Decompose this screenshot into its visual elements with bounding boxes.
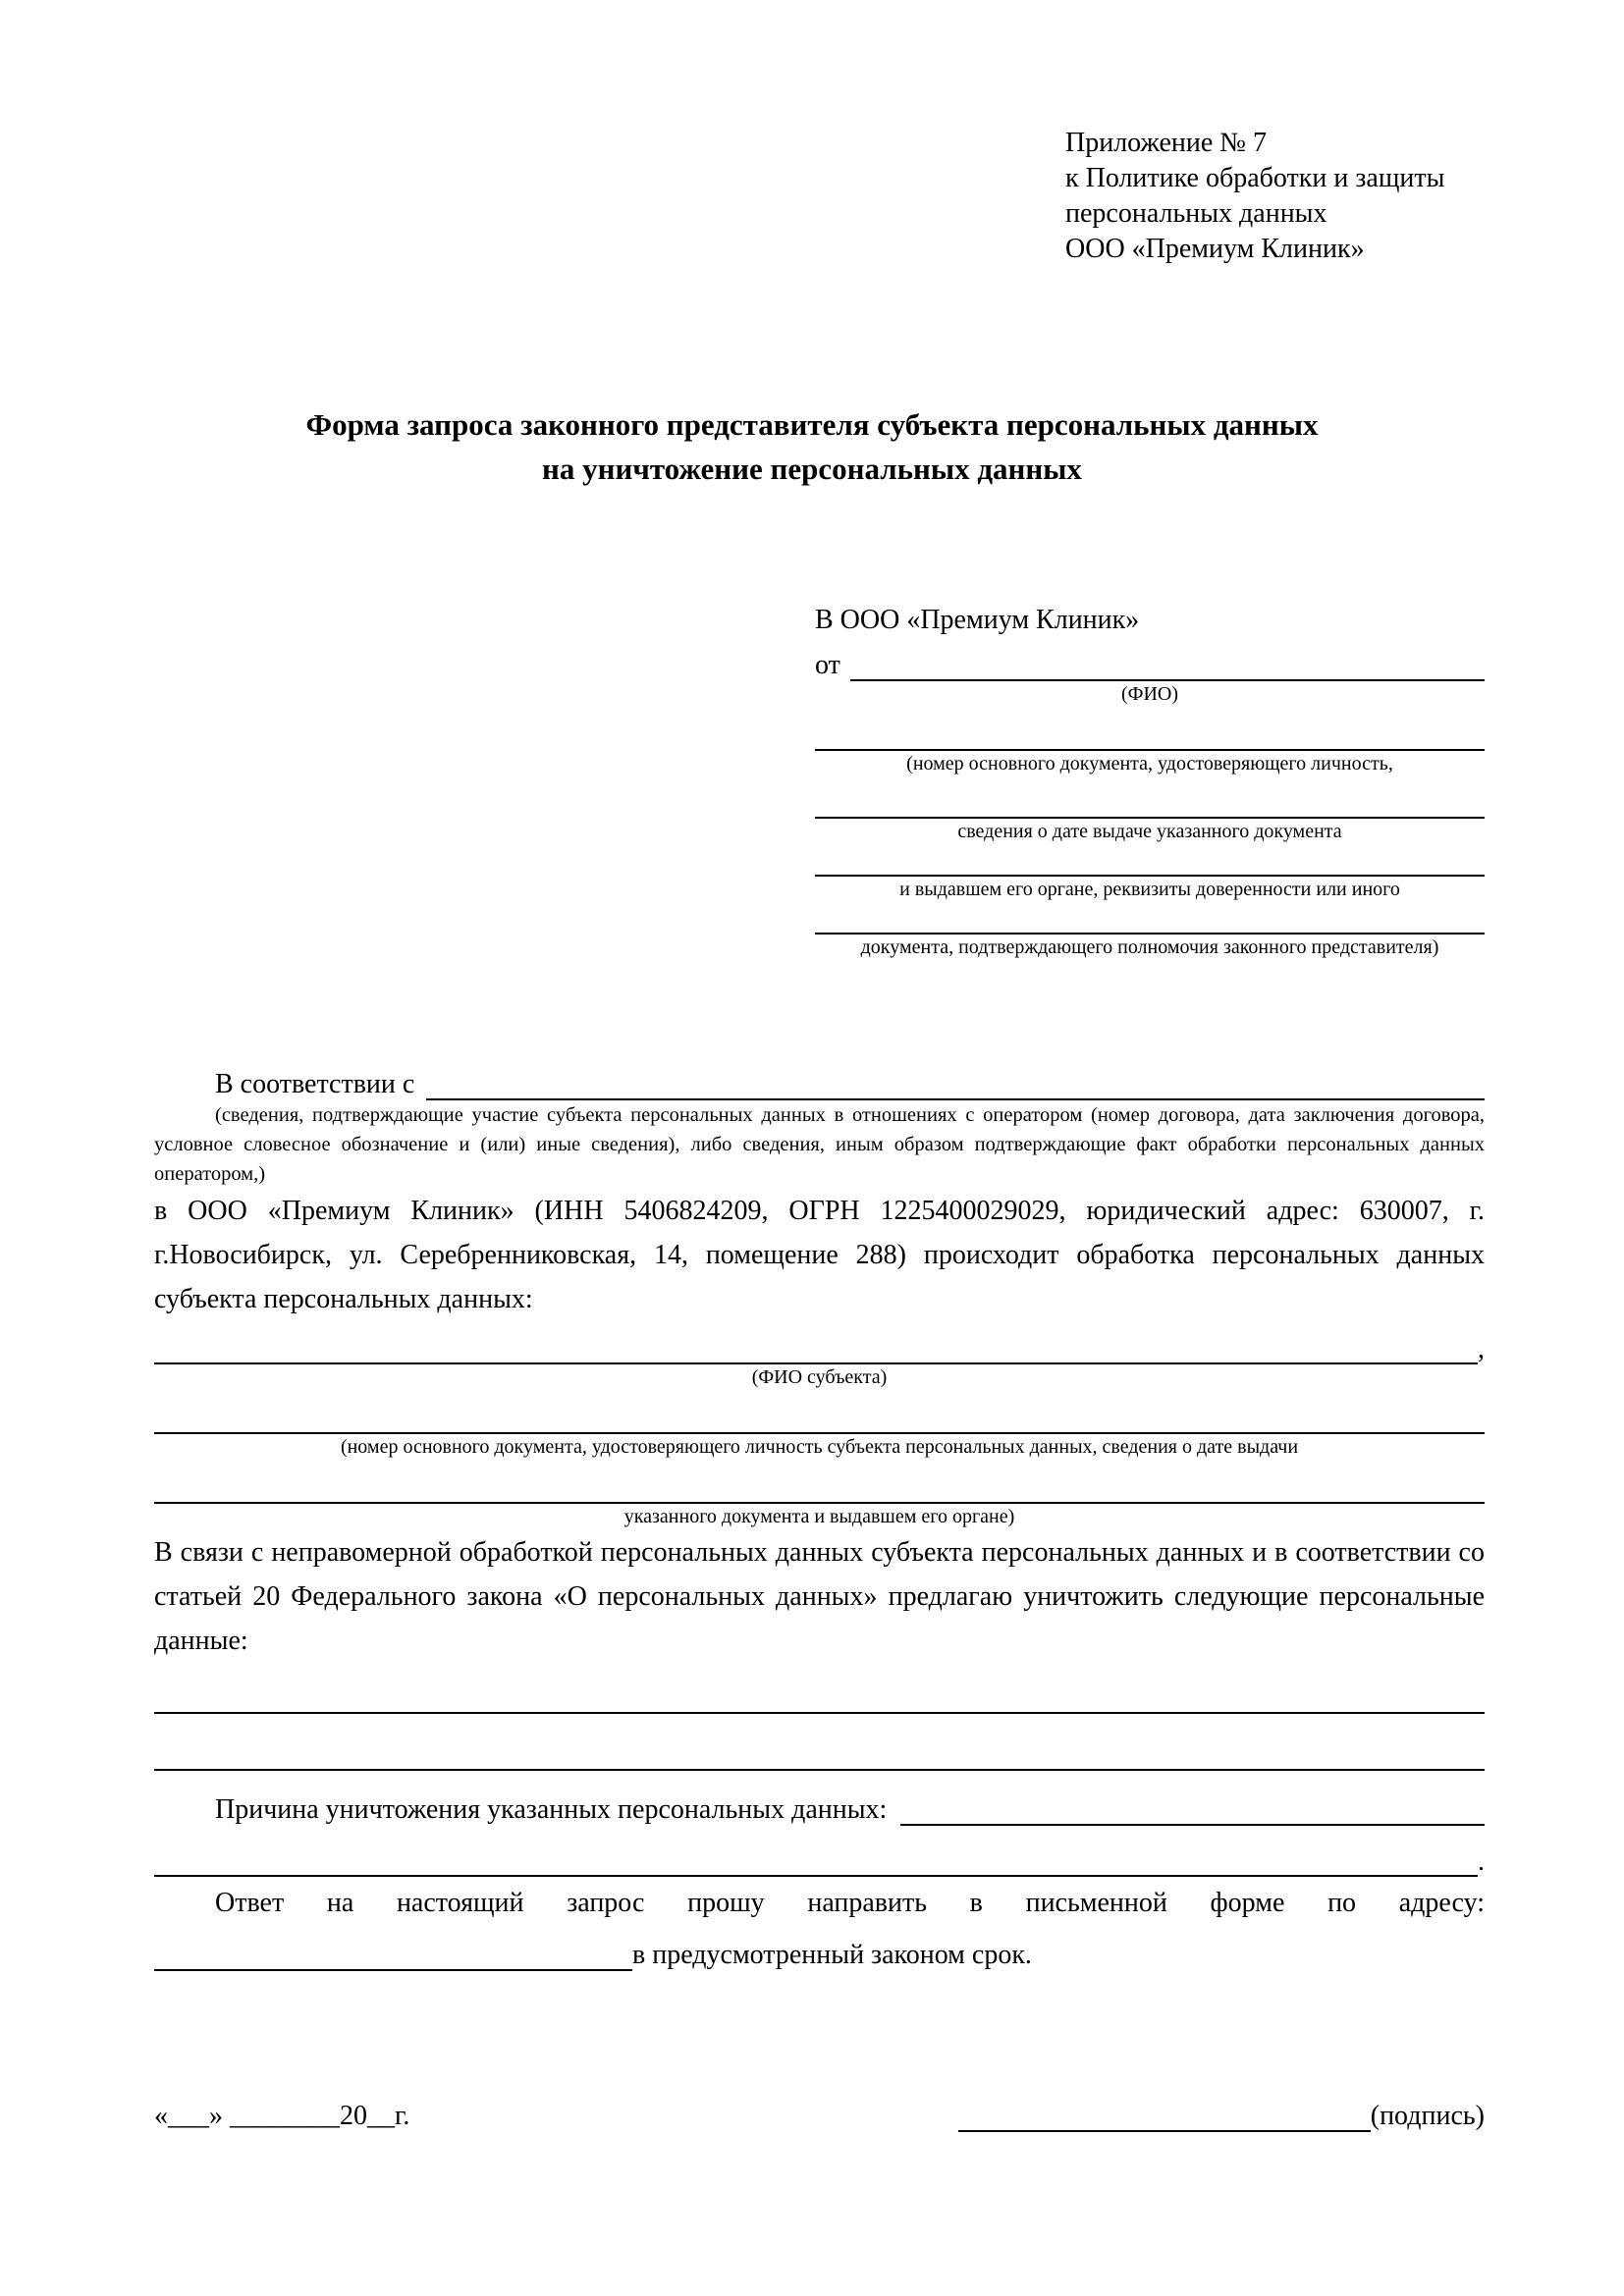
signature-caption: (подпись) — [1370, 2101, 1485, 2131]
date-blank: «___» ________20__г. — [154, 2101, 410, 2131]
period-after-line: . — [1478, 1846, 1485, 1877]
appendix-line: ООО «Премиум Клиник» — [1065, 234, 1365, 264]
response-request-paragraph: Ответ на настоящий запрос прошу направить в письменной форме по адресу: — [215, 1888, 1485, 1918]
destruction-reason-field-line-2 — [154, 1875, 1478, 1877]
signature-field-line — [958, 2130, 1371, 2132]
field-caption: и выдавшем его органе, реквизиты доверенности или иного — [899, 879, 1400, 900]
appendix-line: персональных данных — [1065, 198, 1327, 229]
subject-document-caption-2: указанного документа и выдавшем его органе) — [623, 1506, 1015, 1527]
appendix-line: Приложение № 7 — [1065, 128, 1267, 158]
destruction-reason-field-line — [900, 1824, 1485, 1826]
in-accordance-label: В соответствии с — [215, 1069, 415, 1099]
document-title-line: на уничтожение персональных данных — [542, 452, 1082, 486]
fio-caption: (ФИО) — [1120, 683, 1178, 705]
response-tail-text: в предусмотренный законом срок. — [632, 1940, 1032, 1970]
document-issue-date-field-line — [815, 777, 1485, 819]
footer-row — [154, 2101, 1485, 2132]
subject-fio-caption: (ФИО субъекта) — [751, 1366, 888, 1388]
in-accordance-row — [154, 1055, 1485, 1100]
authority-document-field-line — [815, 903, 1485, 934]
subject-fio-row — [154, 1321, 1485, 1364]
document-body — [154, 1055, 1485, 1971]
data-to-destroy-field-line-2 — [154, 1714, 1485, 1771]
response-address-row — [154, 1926, 1485, 1971]
signature-group — [958, 2101, 1485, 2132]
destruction-reason-row — [154, 1781, 1485, 1826]
from-label: от — [815, 650, 840, 680]
accordance-caption: (сведения, подтверждающие участие субъекта персональных данных в отношениях с оператором (номер договора, дата заключения договора, условное словесное обозначение и (или) иные сведения), либо сведения, иным образом подтверждающие факт обработки персональных данных оператором,) — [154, 1104, 1485, 1185]
data-to-destroy-field-line-1 — [154, 1663, 1485, 1714]
comma-after-line: , — [1478, 1334, 1485, 1364]
subject-document-field-line — [154, 1391, 1485, 1434]
appendix-line: к Политике обработки и защиты — [1065, 163, 1445, 193]
field-caption: (номер основного документа, удостоверяющего личность, — [906, 753, 1393, 774]
field-caption: сведения о дате выдаче указанного документа — [957, 821, 1342, 842]
destruction-reason-label: Причина уничтожения указанных персональных данных: — [215, 1794, 888, 1825]
document-title — [0, 402, 1624, 491]
issuing-authority-field-line — [815, 845, 1485, 877]
appendix-reference-block — [1065, 126, 1527, 267]
representative-document-field-line — [815, 708, 1485, 751]
unlawful-processing-paragraph: В связи с неправомерной обработкой персональных данных субъекта персональных данных и в соответствии со статьей 20 Федерального закона «О персональных данных» предлагаю уничтожить следующие персональные данные: — [154, 1537, 1485, 1656]
destruction-reason-continuation-row — [154, 1826, 1485, 1877]
addressee-block — [815, 601, 1485, 961]
from-row — [815, 640, 1485, 681]
response-address-field-line — [154, 1969, 632, 1971]
subject-document-authority-field-line — [154, 1461, 1485, 1504]
document-title-line: Форма запроса законного представителя субъекта персональных данных — [305, 407, 1319, 442]
addressee-to: В ООО «Премиум Клиник» — [815, 605, 1140, 635]
field-caption: документа, подтверждающего полномочия законного представителя) — [860, 936, 1439, 958]
operator-paragraph: в ООО «Премиум Клиник» (ИНН 5406824209, ОГРН 1225400029029, юридический адрес: 630007, г. г.Новосибирск, ул. Серебренниковская, 14, помещение 288) происходит обработка персональных данных субъекта персональных данных: — [154, 1196, 1485, 1314]
subject-document-caption: (номер основного документа, удостоверяющего личность субъекта персональных данных, сведения о дате выдачи — [340, 1436, 1299, 1458]
